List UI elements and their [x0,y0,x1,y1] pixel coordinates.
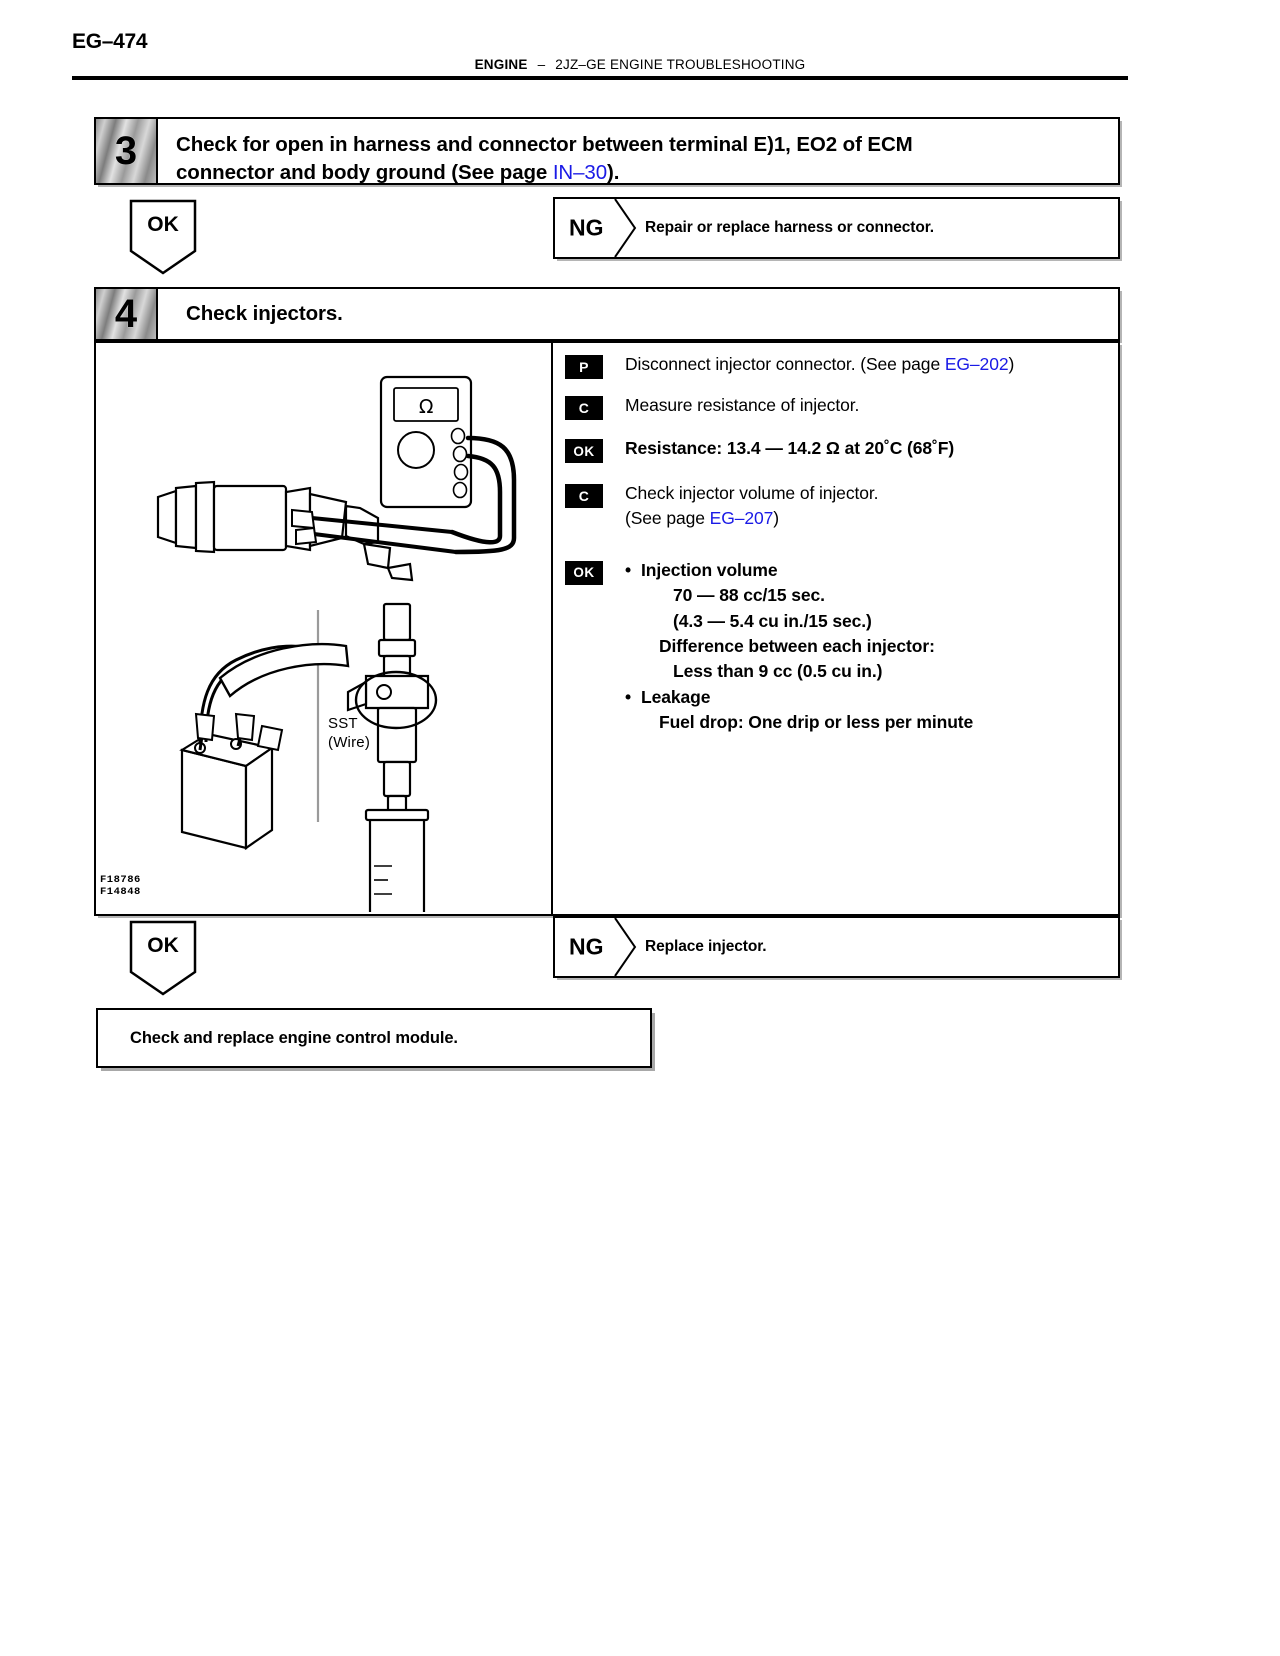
instruction-row-volume [565,481,1110,532]
badge-c-icon-2: C [565,484,603,508]
step-3-ng-label: NG [569,214,604,241]
step-3-title-line2-a: connector and body ground (See page [176,161,553,185]
step-4-title: Check injectors. [186,302,343,325]
injector-diagram-svg [96,352,551,912]
instruction-row-measure [565,393,1110,420]
sst-label-line2: (Wire) [328,733,371,751]
instruction-text-volume-line1: Check injector volume of injector. [625,483,879,503]
spec-injection-volume-line3: Difference between each injector: [659,635,935,656]
figure-code-1: F18786 [100,874,141,886]
instruction-row-resistance [565,436,1110,463]
figure-codes [100,874,141,898]
spec-injection-volume-line2: (4.3 — 5.4 cu in./15 sec.) [673,610,872,631]
step-4-number: 4 [114,291,138,336]
spec-leakage-title: • Leakage [641,685,973,710]
step-3-page-link[interactable]: IN–30 [552,161,608,185]
step-4-ok-pennant [129,920,197,996]
spec-injection-volume-line1: 70 — 88 cc/15 sec. [673,585,825,606]
running-head-section: ENGINE [474,57,528,72]
step-3-title [176,131,1106,188]
instruction-text-volume [625,481,878,532]
instruction-link-eg207[interactable]: EG–207 [709,508,774,529]
spec-leakage-line1: Fuel drop: One drip or less per minute [659,712,974,732]
instruction-list [565,352,1110,749]
sst-label-line1: SST [328,715,358,732]
step-3-box [94,117,1120,185]
instruction-text-disconnect-a: Disconnect injector connector. (See page [625,354,945,374]
step-3-ng-box [553,197,1120,259]
sst-wire-label [328,715,370,753]
badge-ok-icon: OK [565,439,603,463]
instruction-text-volume-line2-a: (See page [625,508,710,529]
instruction-link-eg202[interactable]: EG–202 [944,354,1009,374]
step-3-title-line1: Check for open in harness and connector between terminal E)1, EO2 of ECM [176,133,913,156]
page-number: EG–474 [72,30,148,53]
instruction-text-resistance: Resistance: 13.4 — 14.2 Ω at 20˚C (68˚F) [625,438,955,458]
spec-block [625,558,973,736]
badge-c-icon: C [565,396,603,420]
step-3-ok-label: OK [147,213,179,236]
page-header [0,0,1280,86]
step-3-number-badge [96,119,158,183]
running-head-title: 2JZ–GE ENGINE TROUBLESHOOTING [555,57,806,72]
instruction-row-disconnect [565,352,1110,379]
step-3-ng-text: Repair or replace harness or connector. [645,219,934,236]
body-column-divider [551,343,553,914]
figure-code-2: F14848 [100,886,141,898]
step-4-ng-label: NG [569,933,604,960]
badge-ok-icon-2: OK [565,561,603,585]
instruction-text-measure: Measure resistance of injector. [625,395,860,415]
badge-p-icon: P [565,355,603,379]
instruction-text-disconnect [625,352,1014,377]
spec-injection-volume-line4: Less than 9 cc (0.5 cu in.) [673,661,883,682]
step-4-ng-box [553,916,1120,978]
step-3-title-line2-b: ). [607,161,620,185]
step-4-ng-text: Replace injector. [645,938,767,955]
svg-text:Ω: Ω [418,396,434,418]
ok-pennant-shape [129,199,197,275]
instruction-row-spec [565,558,1110,736]
step-4-number-badge [96,289,158,339]
running-head-dash: – [537,57,546,72]
step-4-box [94,287,1120,341]
instruction-text-volume-line2-b: ) [773,508,779,529]
final-action-text: Check and replace engine control module. [130,1028,458,1047]
ok-pennant-shape-2 [129,920,197,996]
step-3-ok-pennant [129,199,197,275]
header-rule [72,76,1128,79]
final-action-box [96,1008,652,1068]
instruction-text-disconnect-b: ) [1008,354,1015,374]
running-head [0,57,1280,72]
injector-test-figure [96,352,551,912]
spec-injection-volume-title: • Injection volume [641,558,973,583]
step-4-ok-label: OK [147,934,179,957]
step-3-number: 3 [114,128,138,173]
